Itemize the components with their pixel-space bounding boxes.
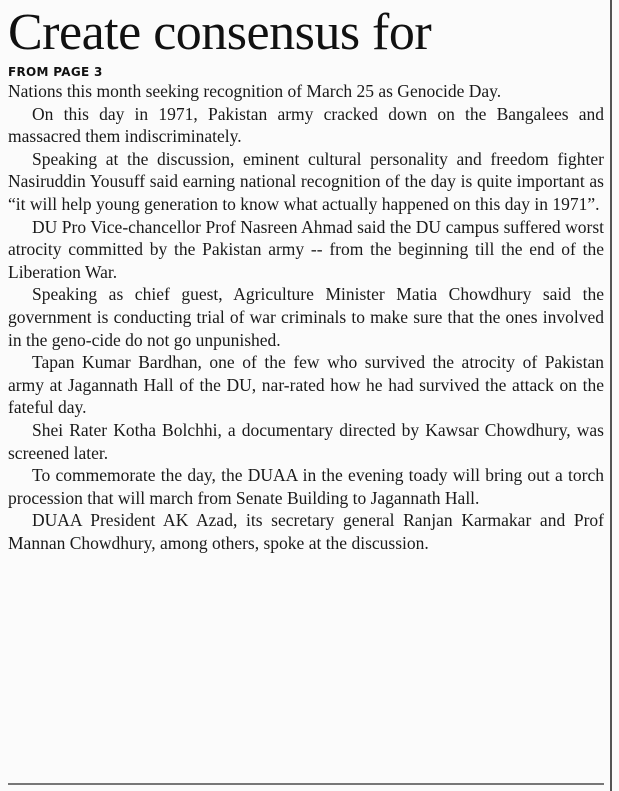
paragraph: DU Pro Vice-chancellor Prof Nasreen Ahmad said the DU campus suffered worst atrocity committed by the Pakistan army -- from the beginning till the end of the Liberation War. bbox=[8, 216, 604, 282]
paragraph: Nations this month seeking recognition of March 25 as Genocide Day. bbox=[8, 81, 502, 101]
bottom-rule bbox=[8, 783, 604, 785]
continuation-kicker: FROM PAGE 3 bbox=[8, 65, 103, 79]
column-rule-right bbox=[610, 0, 612, 791]
paragraph: To commemorate the day, the DUAA in the evening toady will bring out a torch procession that will march from Senate Building to Jagannath Hall. bbox=[8, 465, 604, 508]
headline: Create consensus for bbox=[8, 4, 432, 61]
article-body bbox=[8, 80, 604, 554]
paragraph: Speaking at the discussion, eminent cultural personality and freedom fighter Nasiruddin Yousuff said earning national recognition of the day is quite important as “it will help young generation to know what actually happened on this day in 1971”. bbox=[8, 148, 604, 214]
paragraph: Tapan Kumar Bardhan, one of the few who survived the atrocity of Pakistan army at Jagannath Hall of the DU, nar-rated how he had survived the attack on the fateful day. bbox=[8, 352, 604, 418]
paragraph: On this day in 1971, Pakistan army cracked down on the Bangalees and massacred them indiscriminately. bbox=[8, 103, 604, 147]
paragraph: Speaking as chief guest, Agriculture Minister Matia Chowdhury said the government is conducting trial of war criminals to make sure that the ones involved in the geno-cide do not go unpunished. bbox=[8, 284, 604, 350]
paragraph: Shei Rater Kotha Bolchhi, a documentary directed by Kawsar Chowdhury, was screened later. bbox=[8, 419, 604, 463]
paragraph: DUAA President AK Azad, its secretary general Ranjan Karmakar and Prof Mannan Chowdhury, among others, spoke at the discussion. bbox=[8, 510, 604, 553]
article bbox=[8, 4, 604, 791]
